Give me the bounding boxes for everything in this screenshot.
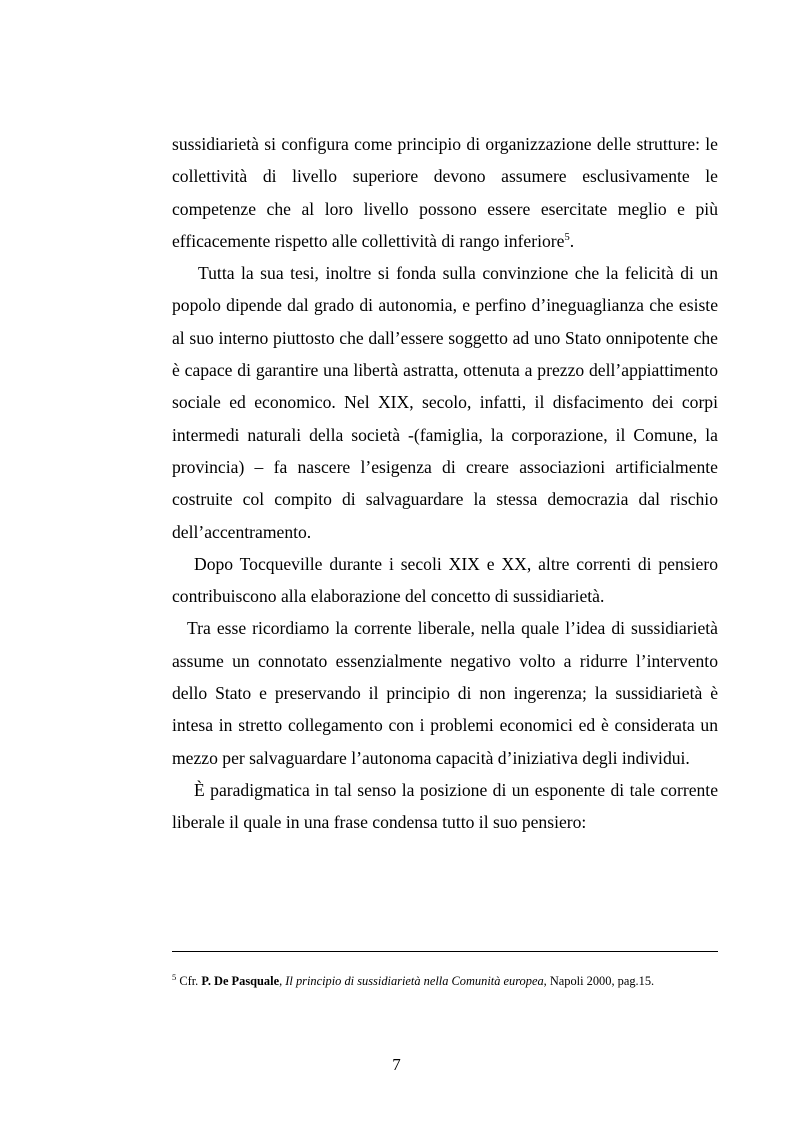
footnote-number: 5 <box>172 971 177 982</box>
paragraph-1-text: sussidiarietà si configura come principio di organizzazione delle strutture: le collettività di livello superiore devono assumere esclusivamente le competenze che al loro livello possono essere esercitate meglio e più efficacemente rispetto alle collettività di rango inferiore <box>172 134 718 251</box>
footnote-separator-text: , <box>279 974 286 988</box>
footnote <box>172 972 732 990</box>
footnote-suffix: , Napoli 2000, pag.15. <box>543 974 655 988</box>
footnote-separator <box>172 951 718 952</box>
footnote-prefix: Cfr. <box>176 974 202 988</box>
paragraph-1 <box>172 128 718 257</box>
paragraph-5: È paradigmatica in tal senso la posizione di un esponente di tale corrente liberale il quale in una frase condensa tutto il suo pensiero: <box>172 779 718 833</box>
body-text <box>172 128 718 839</box>
page-number: 7 <box>392 1055 401 1074</box>
paragraph-1-end: . <box>569 230 575 251</box>
paragraph-4: Tra esse ricordiamo la corrente liberale, nella quale l’idea di sussidiarietà assume un connotato essenzialmente negativo volto a ridurre l’intervento dello Stato e preservando il principio di non ingerenza; la sussidiarietà è intesa in stretto collegamento con i problemi economici ed è considerata un mezzo per salvaguardare l’autonoma capacità d’iniziativa degli individui. <box>172 618 718 768</box>
paragraph-3: Dopo Tocqueville durante i secoli XIX e XX, altre correnti di pensiero contribuiscono alla elaborazione del concetto di sussidiarietà. <box>172 553 718 607</box>
paragraph-2: Tutta la sua tesi, inoltre si fonda sulla convinzione che la felicità di un popolo dipende dal grado di autonomia, e perfino d’ineguaglianza che esiste al suo interno piuttosto che dall’essere soggetto ad uno Stato onnipotente che è capace di garantire una libertà astratta, ottenuta a prezzo dell’appiattimento sociale ed economico. Nel XIX, secolo, infatti, il disfacimento dei corpi intermedi naturali della società -(famiglia, la corporazione, il Comune, la provincia) – fa nascere l’esigenza di creare associazioni artificialmente costruite col compito di salvaguardare la stessa democrazia dal rischio dell’accentramento. <box>172 263 718 542</box>
footnote-reference[interactable]: 5 <box>564 232 570 244</box>
footnote-title: Il principio di sussidiarietà nella Comunità europea <box>285 974 544 988</box>
footnote-author: P. De Pasquale <box>201 974 280 988</box>
